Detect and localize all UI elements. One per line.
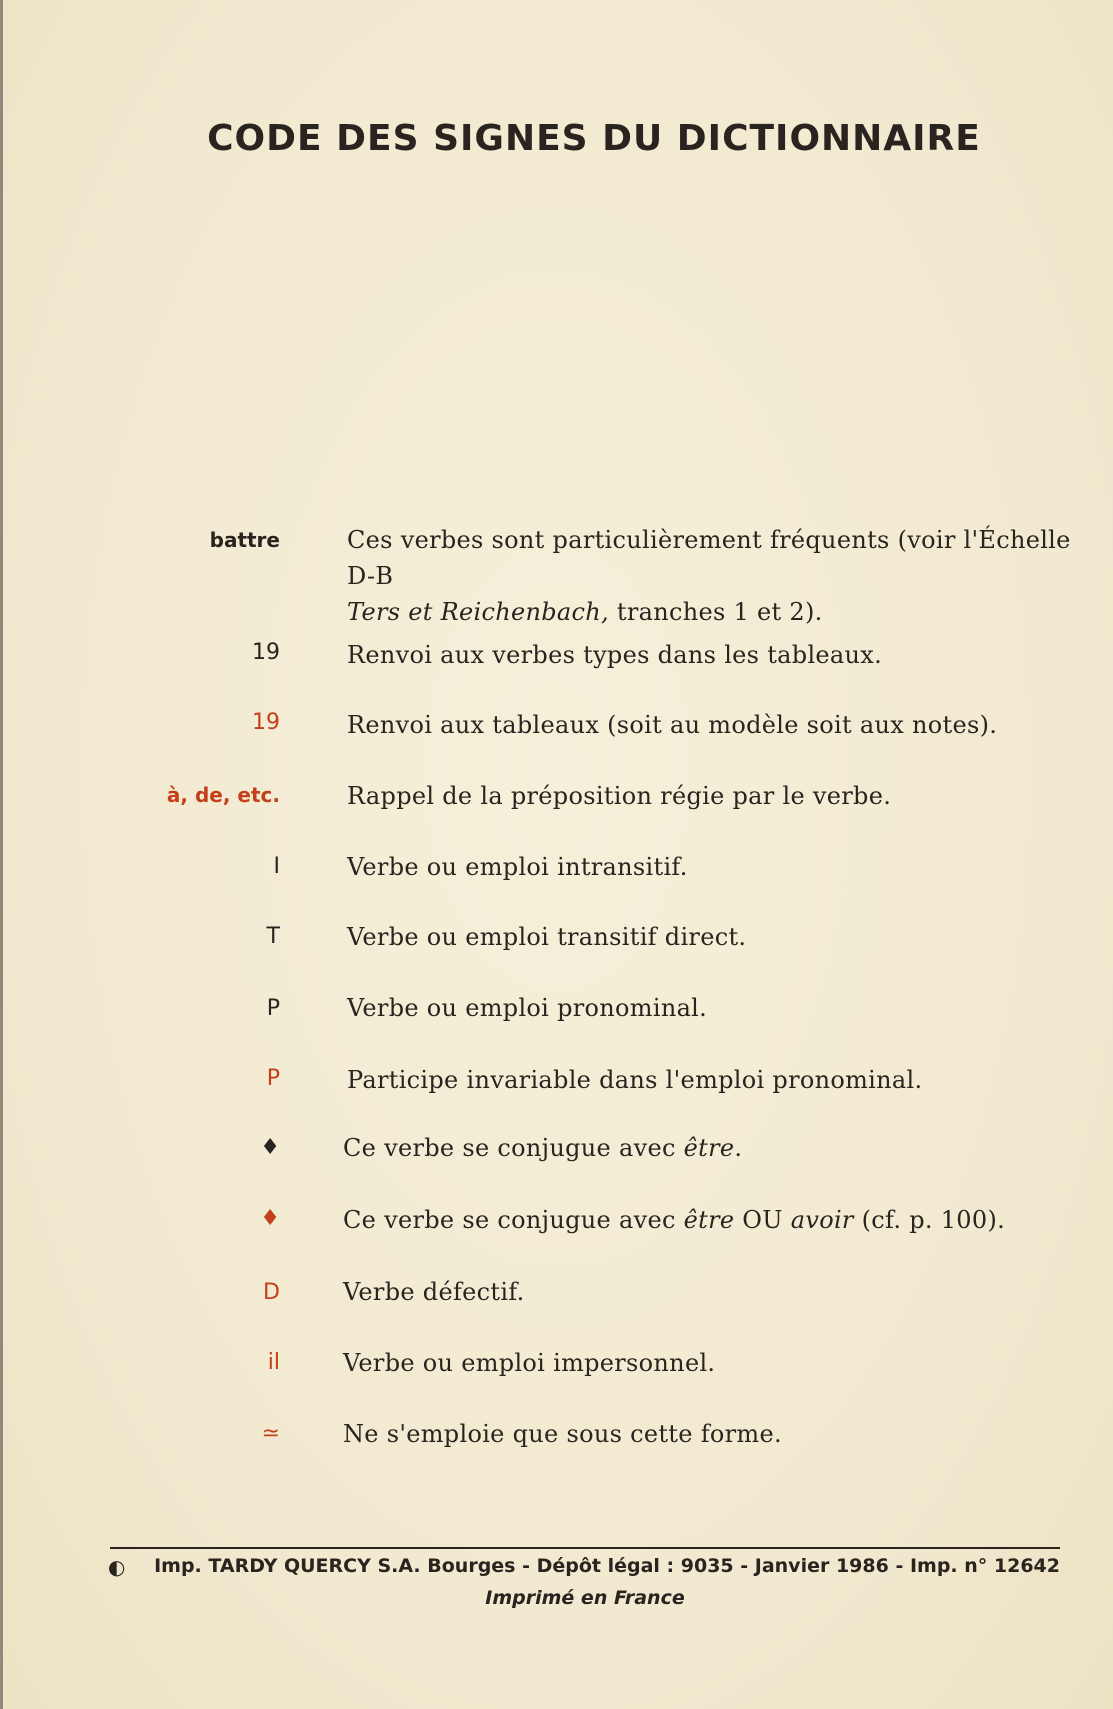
description-italic: avoir — [790, 1206, 854, 1234]
legend-symbol: P — [266, 996, 280, 1021]
legend-symbol: à, de, etc. — [166, 783, 280, 807]
description-line: Ces verbes sont particulièrement fréquents (voir l'Échelle D-B — [347, 526, 1071, 590]
diamond-icon: ♦ — [260, 1206, 280, 1231]
legend-description — [347, 522, 1099, 630]
printer-logo-icon: ◐ — [108, 1555, 126, 1579]
legend-symbol: 19 — [252, 640, 280, 665]
legend-description — [343, 1130, 1095, 1166]
page-title: CODE DES SIGNES DU DICTIONNAIRE — [207, 118, 981, 159]
description-text: . — [734, 1134, 743, 1162]
legend-symbol: I — [273, 854, 280, 879]
legend-symbol: T — [266, 924, 280, 949]
legend-description: Verbe défectif. — [343, 1278, 525, 1306]
legend-symbol: 19 — [252, 710, 280, 735]
description-text: Ce verbe se conjugue avec — [343, 1134, 684, 1162]
legend-description: Participe invariable dans l'emploi pronominal. — [347, 1066, 923, 1094]
approx-icon: ≃ — [261, 1421, 280, 1446]
legend-description: Verbe ou emploi impersonnel. — [343, 1349, 716, 1377]
description-text: Ce verbe se conjugue avec — [343, 1206, 684, 1234]
legend-description: Renvoi aux tableaux (soit au modèle soit aux notes). — [347, 711, 998, 739]
legend-description: Verbe ou emploi transitif direct. — [347, 923, 747, 951]
description-italic: être — [683, 1134, 735, 1162]
description-text: (cf. p. 100). — [853, 1206, 1006, 1234]
footer-rule — [110, 1547, 1060, 1549]
printed-in-france: Imprimé en France — [485, 1587, 685, 1609]
legend-symbol: P — [266, 1066, 280, 1091]
legend-description: Verbe ou emploi intransitif. — [347, 853, 688, 881]
diamond-icon: ♦ — [260, 1135, 280, 1160]
page-edge — [0, 0, 3, 1709]
legend-description: Verbe ou emploi pronominal. — [347, 994, 708, 1022]
legend-symbol: D — [263, 1280, 280, 1305]
description-italic: Ters et Reichenbach, — [347, 598, 609, 626]
legend-description: Rappel de la préposition régie par le verbe. — [347, 782, 892, 810]
legend-description — [343, 1202, 1095, 1238]
legend-description: Renvoi aux verbes types dans les tableaux. — [347, 641, 883, 669]
legend-symbol: il — [267, 1350, 280, 1375]
printer-imprint: Imp. TARDY QUERCY S.A. Bourges - Dépôt légal : 9035 - Janvier 1986 - Imp. n° 12642 — [154, 1555, 1060, 1577]
description-text: tranches 1 et 2). — [608, 598, 823, 626]
legend-symbol: battre — [209, 528, 280, 552]
description-italic: être — [683, 1206, 735, 1234]
legend-description: Ne s'emploie que sous cette forme. — [343, 1420, 782, 1448]
description-text: OU — [734, 1206, 791, 1234]
